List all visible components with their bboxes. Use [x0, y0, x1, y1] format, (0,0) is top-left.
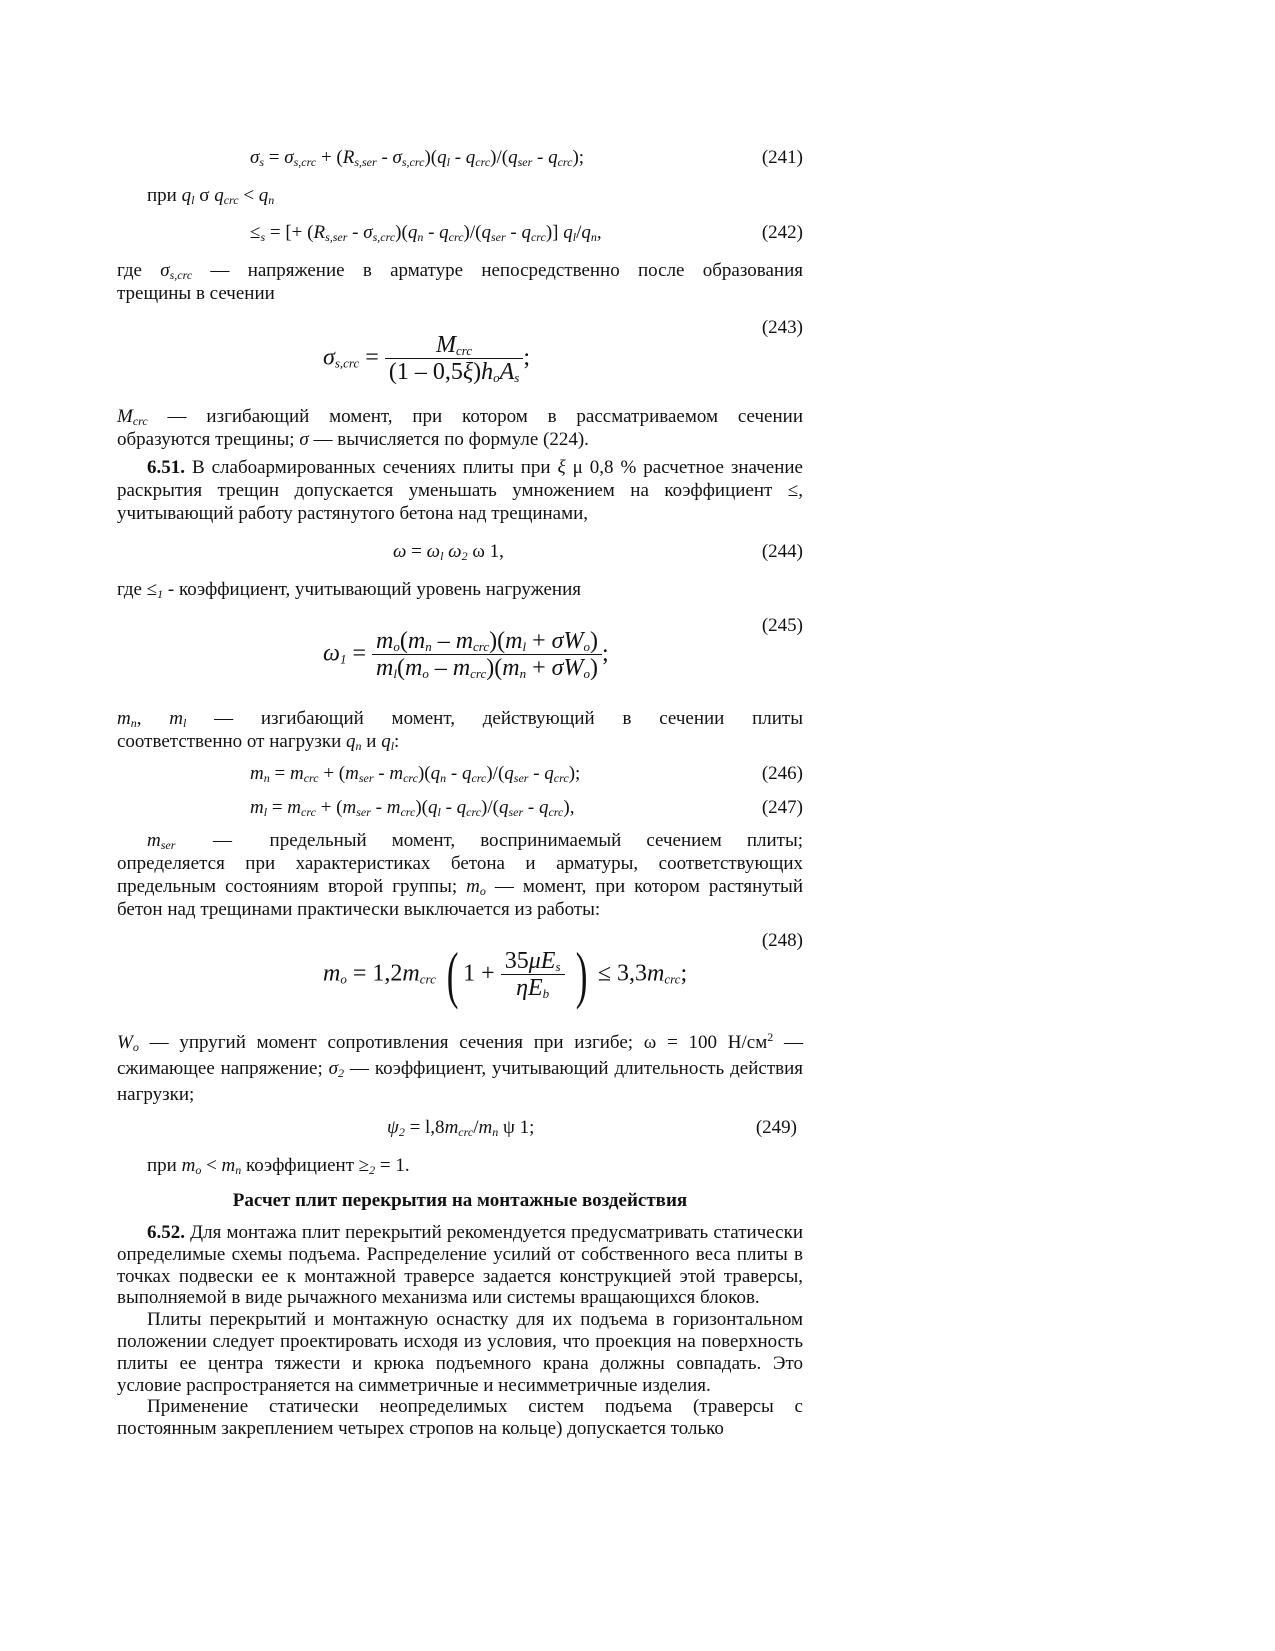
section-heading-text: Расчет плит перекрытия на монтажные воздействия: [232, 1190, 688, 1211]
paragraph-number: 6.52.: [147, 1222, 185, 1243]
equation-246: $m_n = m_{crc} + (m_{ser} - m_{crc})(q_n - q_{crc})/(q_{ser} - q_{crc})$; (246): [250, 763, 803, 785]
definition-omega1: где $\le_1$ - коэффициент, учитывающий уровень нагружения: [117, 579, 581, 601]
equation-244: $\omega = \omega_l$ $\omega_2$ ω 1, (244): [393, 541, 803, 563]
equation-241-formula: $\sigma_s = \sigma_{s,crc} + (R_{s,ser} - \sigma_{s,crc})(q_l - q_{crc})/(q_{ser} - q_{crc})$;: [250, 147, 585, 169]
definition-sigma-scrc: где $\sigma_{s,crc}$ — напряжение в арматуре непосредственно после образования трещины в сечении: [117, 260, 803, 304]
equation-number: (246): [761, 763, 803, 784]
equation-248: (248) $m_o = 1,2m_{crc}$ ( 1 + $\frac{35\mu E_s}{\eta E_b}$ ) ≤ $3,3m_{crc}$;: [323, 930, 803, 1010]
equation-number: (243): [761, 317, 803, 338]
equation-number: (241): [761, 147, 803, 168]
equation-247: $m_l = m_{crc} + (m_{ser} - m_{crc})(q_l - q_{crc})/(q_{ser} - q_{crc})$, (247): [250, 797, 803, 819]
paragraph-indeterminate-systems: Применение статически неопределимых систем подъема (траверсы с постоянным закреплением четырех стропов на кольце) допускается только: [117, 1396, 803, 1440]
equation-243: (243) $\sigma_{s,crc}$ = $\frac{M_{crc}}{(1 - 0,5\xi)h_oA_s}$ ;: [323, 317, 803, 385]
equation-number: (244): [761, 541, 803, 562]
equation-number: (249): [755, 1117, 797, 1138]
condition-line: при $m_o < m_n$ коэффициент $\ge_2 = 1$.: [147, 1155, 410, 1177]
paragraph-lifting-balance: Плиты перекрытий и монтажную оснастку для их подъема в горизонтальном положении следует проектировать исходя из условия, что проекция на поверхность плиты ее центра тяжести и крюка подъемного крана должны совпадать. Это условие распространяется на симметричные и несимметричные изделия.: [117, 1309, 803, 1396]
condition-line: при $q_l$ σ $q_{crc} < q_n$: [147, 185, 275, 207]
equation-number: (242): [761, 222, 803, 243]
paragraph-6-52: [117, 1222, 803, 1440]
definition-mser: $m_{ser}$ — предельный момент, воспринимаемый сечением плиты; определяется при характеристиках бетона и арматуры, соответствующих предельным состояниям второй группы; $m_o$ — момент, при котором растянутый бетон над трещинами практически выключается из работы:: [117, 830, 803, 920]
paragraph-number: 6.51.: [147, 457, 185, 478]
paragraph-6-51: 6.51. В слабоармированных сечениях плиты при ξ μ 0,8 % расчетное значение раскрытия трещин допускается уменьшать умножением на коэффициент ≤, учитывающий работу растянутого бетона над трещинами,: [117, 457, 803, 524]
definition-wo: $W_o$ — упругий момент сопротивления сечения при изгибе; ω = 100 $Н/см^2$ — сжимающее напряжение; $\sigma_2$ — коэффициент, учитывающий длительность действия нагрузки;: [117, 1030, 804, 1105]
definition-mcrc: $M_{crc}$ — изгибающий момент, при котором в рассматриваемом сечении образуются трещины; σ — вычисляется по формуле (224).: [117, 406, 803, 450]
equation-245: (245) $\omega_1$ = $\frac{m_o(m_n - m_{crc})(m_l + \sigma W_o)}{m_l(m_o - m_{crc})(m_n + \sigma W_o)}$ ;: [323, 615, 803, 681]
equation-242: $\le_s$ = [+ $(R_{s,ser} - \sigma_{s,crc})(q_n - q_{crc})/(q_{ser} - q_{crc})$] $q_l/q_n$, (242): [250, 222, 803, 244]
equation-number: (245): [761, 615, 803, 636]
equation-number: (247): [761, 797, 803, 818]
equation-number: (248): [761, 930, 803, 951]
equation-249: $\psi_2 = l,8m_{crc}/m_n$ ψ 1; (249): [387, 1117, 797, 1139]
definition-mn-ml: $m_n$, $m_l$ — изгибающий момент, действующий в сечении плиты соответственно от нагрузки $q_n$ и $q_l$:: [117, 708, 803, 753]
section-heading: [117, 1189, 803, 1212]
equation-241: [117, 146, 803, 170]
paragraph-text: Для монтажа плит перекрытий рекомендуется предусматривать статически определимые схемы подъема. Распределение усилий от собственного веса плиты в точках подвески ее к монтажной траверсе задается конструкцией этой траверсы, выполняемой в виде рычажного механизма или системы вращающихся блоков.: [117, 1222, 803, 1309]
